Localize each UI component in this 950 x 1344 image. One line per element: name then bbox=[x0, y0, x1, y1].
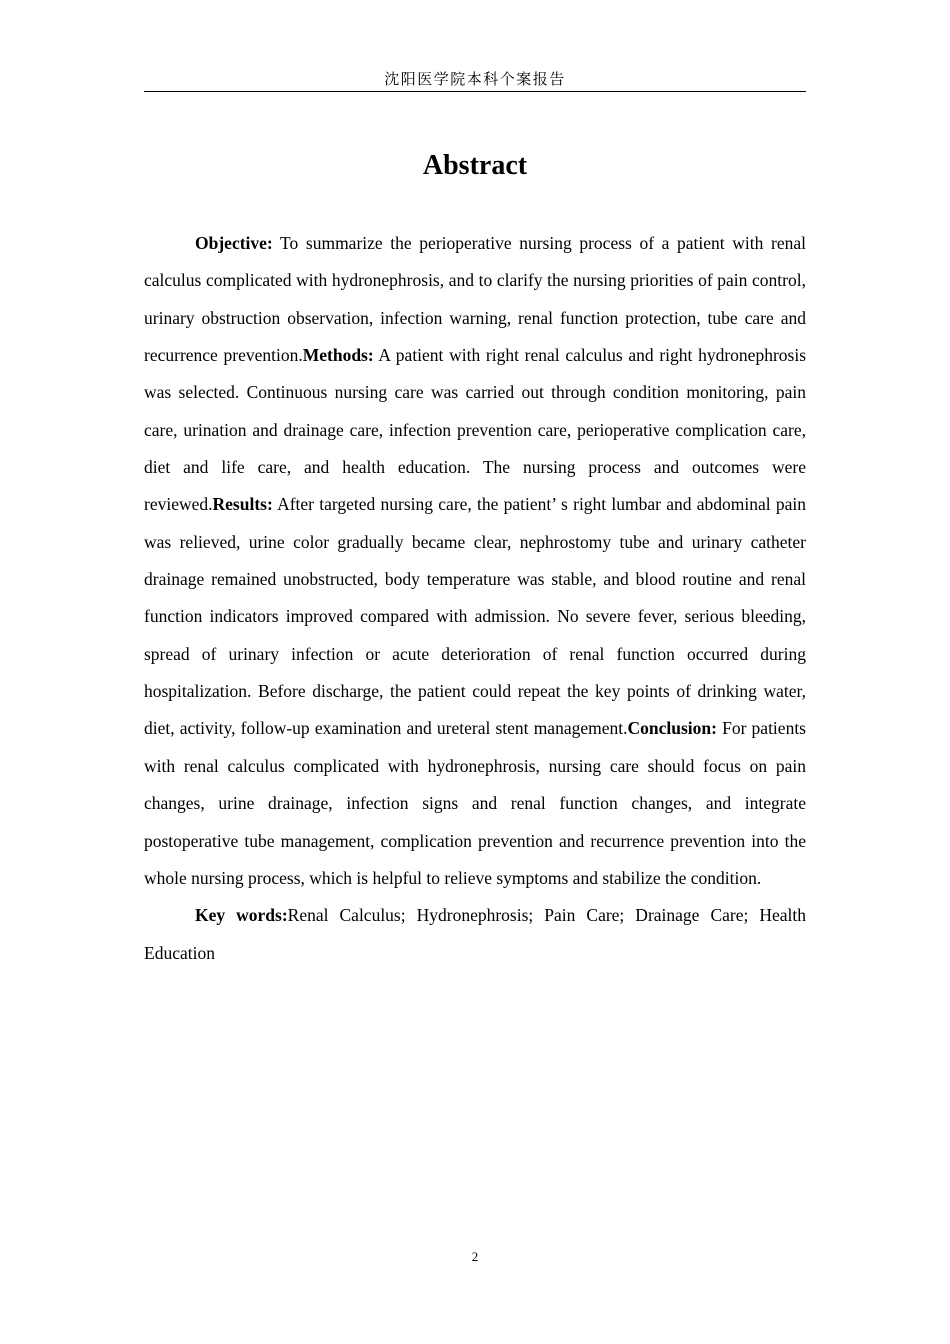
abstract-title: Abstract bbox=[422, 150, 528, 181]
keywords-text: Renal Calculus; Hydronephrosis; Pain Care; Drainage Care; Health Education bbox=[144, 905, 806, 963]
abstract-body bbox=[144, 225, 806, 972]
objective-text: To summarize the perioperative nursing process of a patient with renal calculus complicated with hydronephrosis, and to clarify the nursing priorities of pain control, urinary obstruction observation, infection warning, renal function protection, tube care and recurrence prevention. bbox=[144, 233, 806, 366]
results-label: Results: bbox=[212, 494, 273, 515]
abstract-paragraph bbox=[144, 225, 806, 897]
methods-text: A patient with right renal calculus and right hydronephrosis was selected. Continuous nursing care was carried out through condition monitoring, pain care, urination and drainage care, infection prevention care, perioperative complication care, diet and life care, and health education. The nursing process and outcomes were reviewed. bbox=[144, 345, 807, 515]
conclusion-label: Conclusion: bbox=[627, 718, 717, 739]
results-text: After targeted nursing care, the patient’ s right lumbar and abdominal pain was relieved, urine color gradually became clear, nephrostomy tube and urinary catheter drainage remained unobstructed, body temperature was stable, and blood routine and renal function indicators improved compared with admission. No severe fever, serious bleeding, spread of urinary infection or acute deterioration of renal function occurred during hospitalization. Before discharge, the patient could repeat the key points of drinking water, diet, activity, follow-up examination and ureteral stent management. bbox=[144, 494, 806, 739]
conclusion-text: For patients with renal calculus complicated with hydronephrosis, nursing care should focus on pain changes, urine drainage, infection signs and renal function changes, and integrate postoperative tube management, complication prevention and recurrence prevention into the whole nursing process, which is helpful to relieve symptoms and stabilize the condition. bbox=[144, 718, 806, 888]
header-divider bbox=[144, 91, 806, 92]
methods-label: Methods: bbox=[302, 345, 374, 366]
keywords-paragraph bbox=[144, 897, 806, 972]
page-number: 2 bbox=[471, 1249, 479, 1264]
running-header: 沈阳医学院本科个案报告 bbox=[384, 70, 566, 88]
objective-label: Objective: bbox=[195, 233, 273, 253]
keywords-label: Key words: bbox=[195, 905, 288, 926]
